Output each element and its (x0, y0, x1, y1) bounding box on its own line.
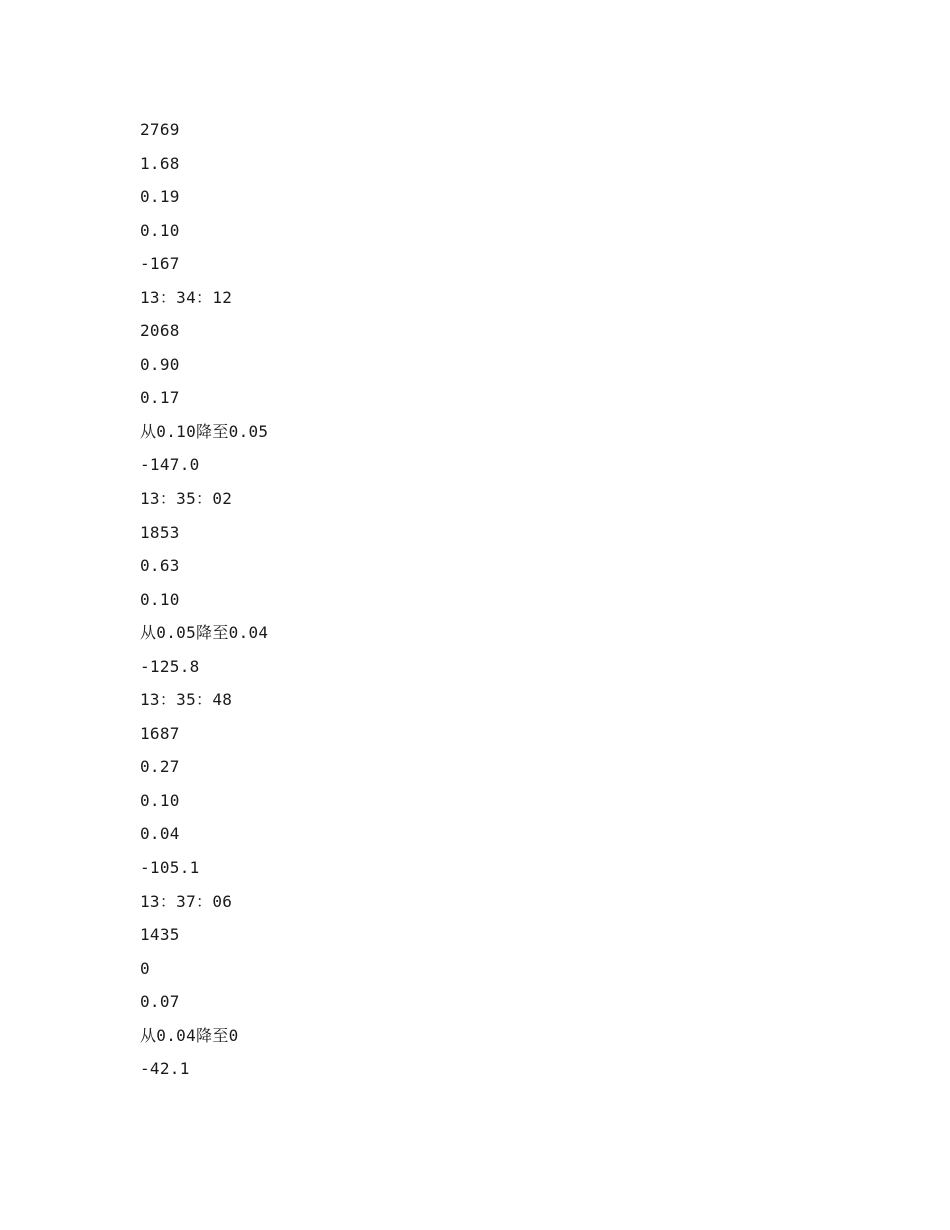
text-line: 0.63 (140, 556, 180, 576)
text-lines (140, 119, 268, 1092)
text-line: 0.07 (140, 992, 180, 1012)
text-line: 从0.10降至0.05 (140, 421, 269, 441)
text-line: 13：35：48 (140, 690, 233, 710)
text-line: 1687 (140, 723, 180, 743)
text-line: 从0.04降至0 (140, 1025, 239, 1045)
text-line: 0 (140, 958, 150, 978)
text-line: -167 (140, 254, 180, 274)
text-line: -42.1 (140, 1059, 190, 1079)
text-line: 2068 (140, 321, 180, 341)
text-line: 1435 (140, 925, 180, 945)
text-line: 0.17 (140, 388, 180, 408)
text-line: 0.10 (140, 790, 180, 810)
text-line: 0.10 (140, 220, 180, 240)
text-line: 0.90 (140, 354, 180, 374)
text-line: 1.68 (140, 153, 180, 173)
text-line: 0.19 (140, 187, 180, 207)
text-line: 1853 (140, 522, 180, 542)
text-line: -125.8 (140, 656, 200, 676)
text-line: 0.27 (140, 757, 180, 777)
text-line: 0.10 (140, 589, 180, 609)
text-line: 13：35：02 (140, 489, 233, 509)
text-line: 0.04 (140, 824, 180, 844)
text-line: -147.0 (140, 455, 200, 475)
text-line: 13：34：12 (140, 287, 233, 307)
text-line: 2769 (140, 120, 180, 139)
text-line: -105.1 (140, 858, 200, 878)
text-line: 13：37：06 (140, 891, 233, 911)
text-line: 从0.05降至0.04 (140, 623, 269, 643)
